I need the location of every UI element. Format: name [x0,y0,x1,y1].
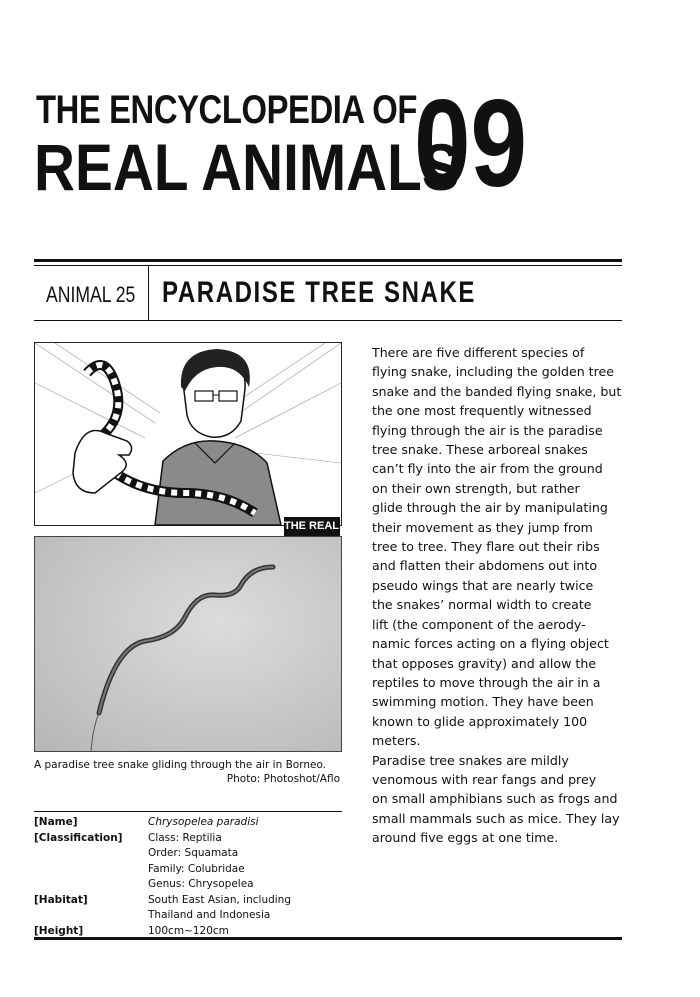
encyclopedia-title-line1: THE ENCYCLOPEDIA OF [36,88,417,132]
profile-value-habitat-line2: Thailand and Indonesia [148,909,271,921]
photo-credit: Photo: Photoshot/Aflo [226,773,340,785]
profile-value-habitat-line1: South East Asian, including [148,893,292,906]
real-thing-tag: THE REAL THING [284,517,340,536]
photo-caption: A paradise tree snake gliding through the air in Borneo. [34,759,327,771]
gliding-snake-drawing [35,537,341,751]
animal-divider [148,266,149,321]
encyclopedia-title-line2: REAL ANIMALS [34,130,460,204]
manga-panel-illustration [34,342,342,526]
header-rule-thin [34,265,622,266]
animal-profile-table [34,815,342,939]
profile-value-genus: Genus: Chrysopelea [148,878,254,890]
profile-rule [34,811,342,812]
profile-key-habitat: [Habitat] [34,893,88,906]
snake-photo [34,536,342,752]
profile-key-name: [Name] [34,816,78,828]
profile-value-family: Family: Colubridae [148,862,245,875]
profile-row-habitat [34,893,342,924]
profile-key-classification: [Classification] [34,831,123,844]
section-rule [34,320,622,321]
profile-value-height: 100cm~120cm [148,924,229,937]
profile-key-height: [Height] [34,924,84,937]
profile-value-order: Order: Squamata [148,847,239,859]
profile-value-name: Chrysopelea paradisi [148,816,259,828]
issue-number: 09 [414,75,528,213]
footer-rule [34,937,622,940]
animal-name-heading: PARADISE TREE SNAKE [162,276,476,309]
manga-character-drawing [35,343,341,525]
profile-value-class: Class: Reptilia [148,831,222,844]
animal-number-label: ANIMAL 25 [46,282,136,307]
article-paragraph-2: Paradise tree snakes are mildly venomous with rear fangs and prey on small amphibians such as frogs and small mammals such as mice. They lay around five eggs at one time. [372,752,620,846]
article-paragraph-1: There are five different species of flying snake, including the golden tree snake and the banded flying snake, but the one most frequently witnessed flying through the air is the paradise tree snake. These arboreal snakes can’t fly into the air from the ground on their own strength, but rather glide through the air by manipulating their movement as they jump from tree to tree. They flare out their ribs and flatten their abdomens out into pseudo wings that are nearly twice the snakes’ normal width to create lift (the component of the aerody- namic forces acting on a flying object that opposes gravity) and allow the reptiles to move through the air in a swimming motion. They have been known to glide approximately 100 meters. [372,345,622,749]
article-body [372,343,628,848]
header-rule-thick [34,259,622,262]
profile-row-name [34,815,342,831]
profile-row-classification [34,831,342,893]
